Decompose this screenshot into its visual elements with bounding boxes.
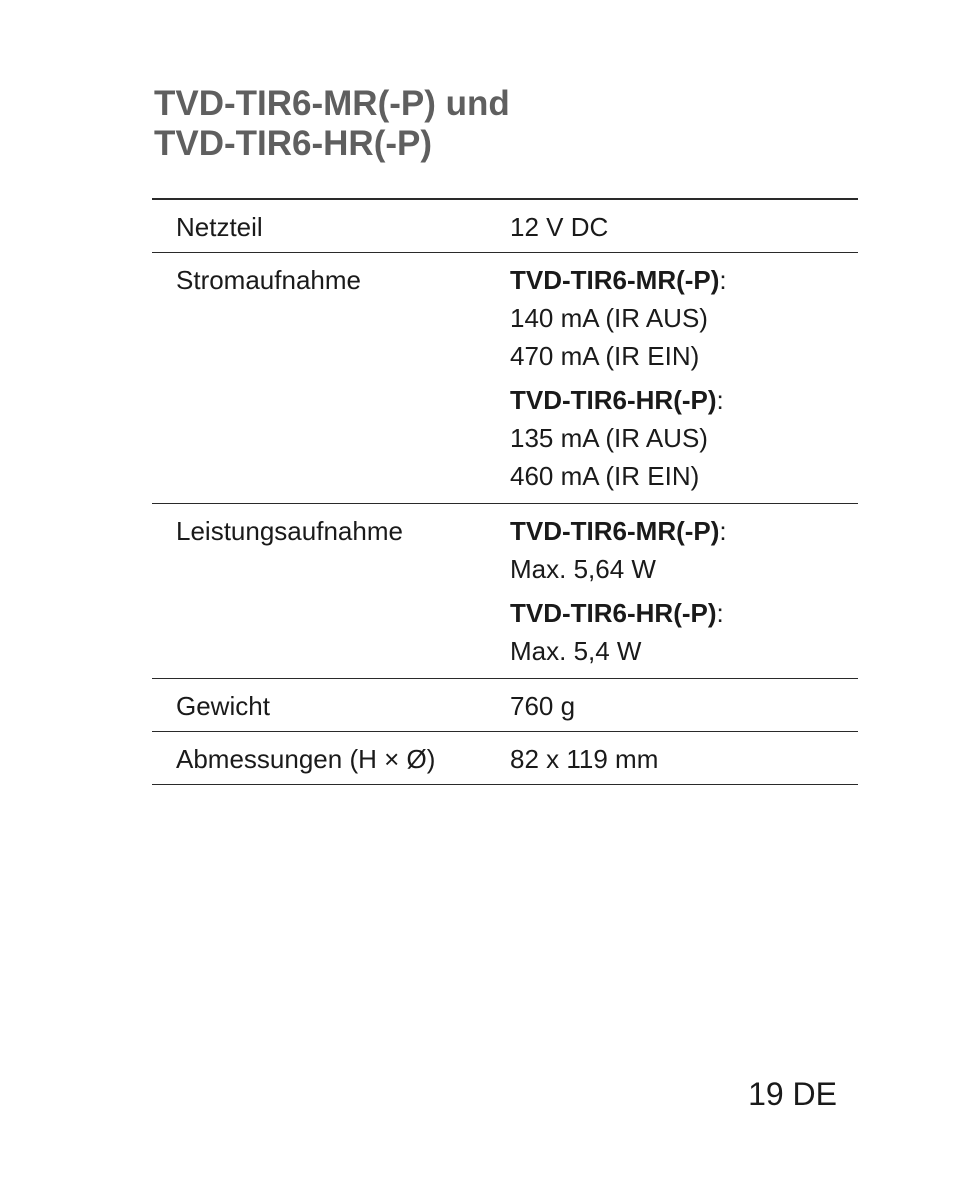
model-name: TVD-TIR6-HR(-P) [510, 598, 717, 628]
page-title-line-1: TVD-TIR6-MR(-P) und [154, 84, 510, 123]
spec-value [510, 253, 858, 504]
spec-value [510, 504, 858, 679]
model-group-hr [510, 594, 858, 670]
spec-row-leistungsaufnahme [152, 504, 858, 679]
value-line: 460 mA (IR EIN) [510, 461, 700, 491]
model-heading [510, 261, 858, 299]
spec-label: Leistungsaufnahme [176, 516, 403, 546]
page-number: 19 DE [748, 1076, 837, 1112]
value-line: 470 mA (IR EIN) [510, 341, 700, 371]
model-heading [510, 512, 858, 550]
model-heading [510, 381, 858, 419]
model-colon: : [719, 516, 727, 546]
model-colon: : [716, 598, 724, 628]
page-title-line-2: TVD-TIR6-HR(-P) [154, 124, 433, 163]
model-name: TVD-TIR6-MR(-P) [510, 516, 720, 546]
spec-row-stromaufnahme [152, 253, 858, 504]
model-name: TVD-TIR6-HR(-P) [510, 385, 717, 415]
spec-label: Stromaufnahme [176, 265, 361, 295]
spec-row-abmessungen [152, 732, 858, 785]
spec-row-netzteil [152, 199, 858, 253]
spec-value: 82 x 119 mm [510, 744, 659, 774]
spec-label: Netzteil [176, 212, 263, 242]
model-colon: : [719, 265, 727, 295]
spec-row-gewicht [152, 679, 858, 732]
value-line: 135 mA (IR AUS) [510, 423, 708, 453]
model-group-mr [510, 261, 858, 375]
model-colon: : [716, 385, 724, 415]
model-heading [510, 594, 858, 632]
spec-label: Gewicht [176, 691, 270, 721]
value-line: Max. 5,4 W [510, 636, 642, 666]
value-line: Max. 5,64 W [510, 554, 656, 584]
page-title [154, 84, 510, 164]
spec-value: 12 V DC [510, 212, 609, 242]
spec-label: Abmessungen (H × Ø) [176, 744, 436, 774]
model-group-mr [510, 512, 858, 588]
spec-table [152, 198, 858, 785]
model-name: TVD-TIR6-MR(-P) [510, 265, 720, 295]
spec-value: 760 g [510, 691, 576, 721]
model-group-hr [510, 381, 858, 495]
value-line: 140 mA (IR AUS) [510, 303, 708, 333]
